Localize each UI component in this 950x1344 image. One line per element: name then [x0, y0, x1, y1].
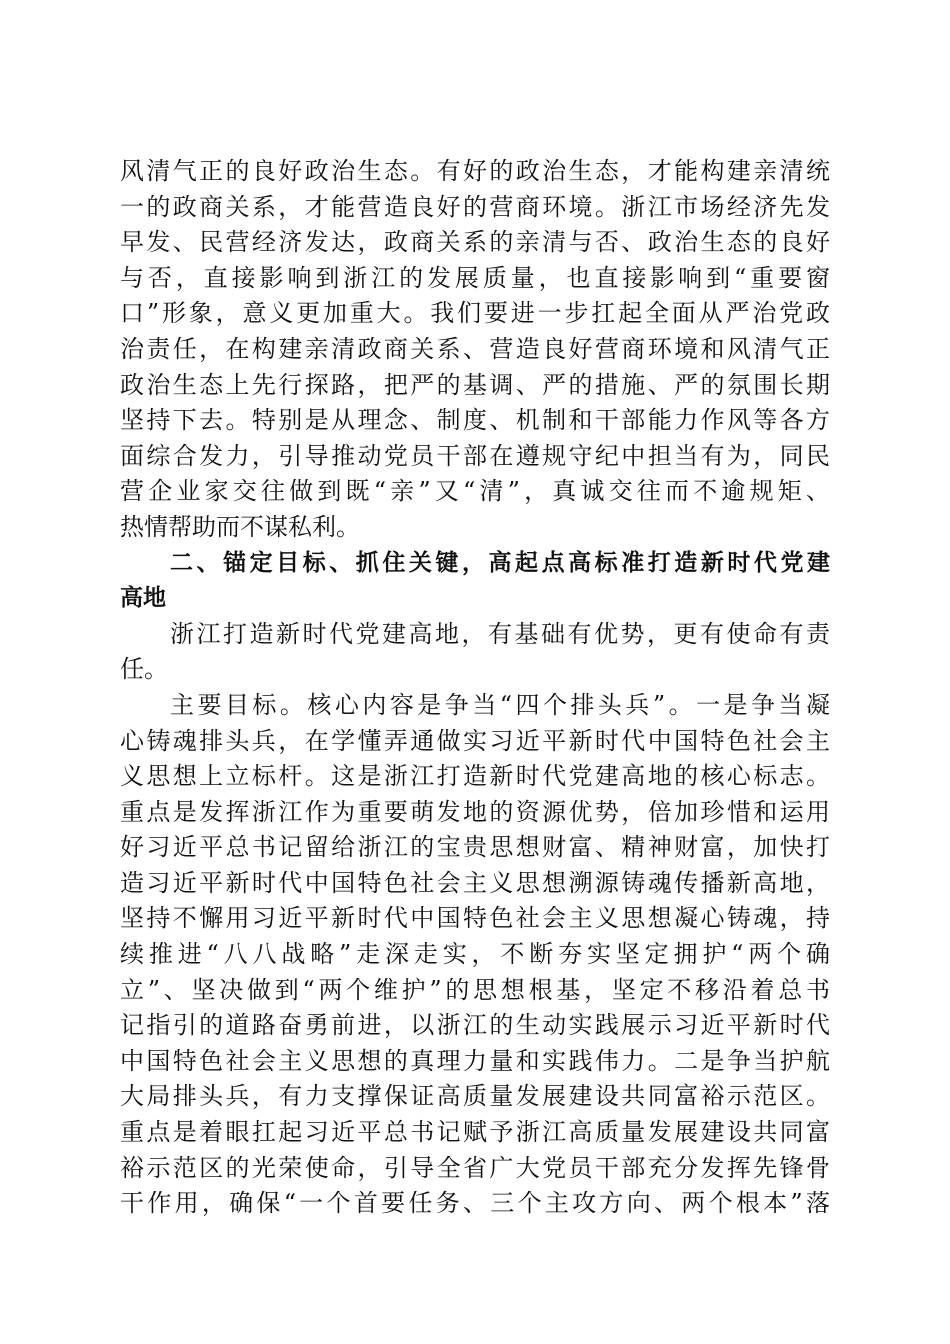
text-line: 续推进“八八战略”走深走实，不断夯实坚定拥护“两个确: [120, 940, 830, 969]
paragraph-intro: [120, 617, 830, 688]
text-line: 重点是发挥浙江作为重要萌发地的资源优势，倍加珍惜和运用: [120, 797, 830, 826]
text-line: 心铸魂排头兵，在学懂弄通做实习近平新时代中国特色社会主: [120, 726, 830, 755]
text-line: 裕示范区的光荣使命，引导全省广大党员干部充分发挥先锋骨: [120, 1153, 830, 1182]
text-line: 任。: [120, 655, 168, 684]
document-body: [120, 154, 830, 1222]
text-line: 造习近平新时代中国特色社会主义思想溯源铸魂传播新高地，: [120, 868, 830, 897]
text-line: 中国特色社会主义思想的真理力量和实践伟力。二是争当护航: [120, 1046, 830, 1075]
text-line: 面综合发力，引导推动党员干部在遵规守纪中担当有为，同民: [120, 441, 830, 470]
text-line: 主要目标。核心内容是争当“四个排头兵”。一是争当凝: [170, 690, 830, 719]
text-line: 坚持不懈用习近平新时代中国特色社会主义思想凝心铸魂，持: [120, 904, 830, 933]
text-line: 好习近平总书记留给浙江的宝贵思想财富、精神财富，加快打: [120, 833, 830, 862]
text-line: 干作用，确保“一个首要任务、三个主攻方向、两个根本”落: [120, 1189, 830, 1218]
text-line: 一的政商关系，才能营造良好的营商环境。浙江市场经济先发: [120, 192, 830, 221]
text-line: 与否，直接影响到浙江的发展质量，也直接影响到“重要窗: [120, 263, 830, 292]
heading-line: 二、锚定目标、抓住关键，高起点高标准打造新时代党建: [170, 549, 830, 576]
text-line: 热情帮助而不谋私利。: [120, 512, 360, 541]
text-line: 记指引的道路奋勇前进，以浙江的生动实践展示习近平新时代: [120, 1011, 830, 1040]
text-line: 风清气正的良好政治生态。有好的政治生态，才能构建亲清统: [120, 157, 830, 185]
text-line: 口”形象，意义更加重大。我们要进一步扛起全面从严治党政: [120, 299, 830, 328]
heading-line: 高地: [120, 585, 166, 612]
text-line: 坚持下去。特别是从理念、制度、机制和干部能力作风等各方: [120, 406, 830, 435]
text-line: 重点是着眼扛起习近平总书记赋予浙江高质量发展建设共同富: [120, 1118, 830, 1147]
text-line: 义思想上立标杆。这是浙江打造新时代党建高地的核心标志。: [120, 762, 830, 791]
text-line: 大局排头兵，有力支撑保证高质量发展建设共同富裕示范区。: [120, 1082, 830, 1111]
text-line: 立”、坚决做到“两个维护”的思想根基，坚定不移沿着总书: [120, 975, 830, 1004]
section-heading-two: [120, 546, 830, 617]
text-line: 治责任，在构建亲清政商关系、营造良好营商环境和风清气正: [120, 334, 830, 363]
text-line: 政治生态上先行探路，把严的基调、严的措施、严的氛围长期: [120, 370, 830, 399]
text-line: 浙江打造新时代党建高地，有基础有优势，更有使命有责: [170, 619, 830, 648]
text-line: 营企业家交往做到既“亲”又“清”，真诚交往而不逾规矩、: [120, 477, 830, 506]
text-line: 早发、民营经济发达，政商关系的亲清与否、政治生态的良好: [120, 228, 830, 257]
paragraph-political-ecology: [120, 154, 830, 546]
paragraph-main-goals: [120, 688, 830, 1222]
